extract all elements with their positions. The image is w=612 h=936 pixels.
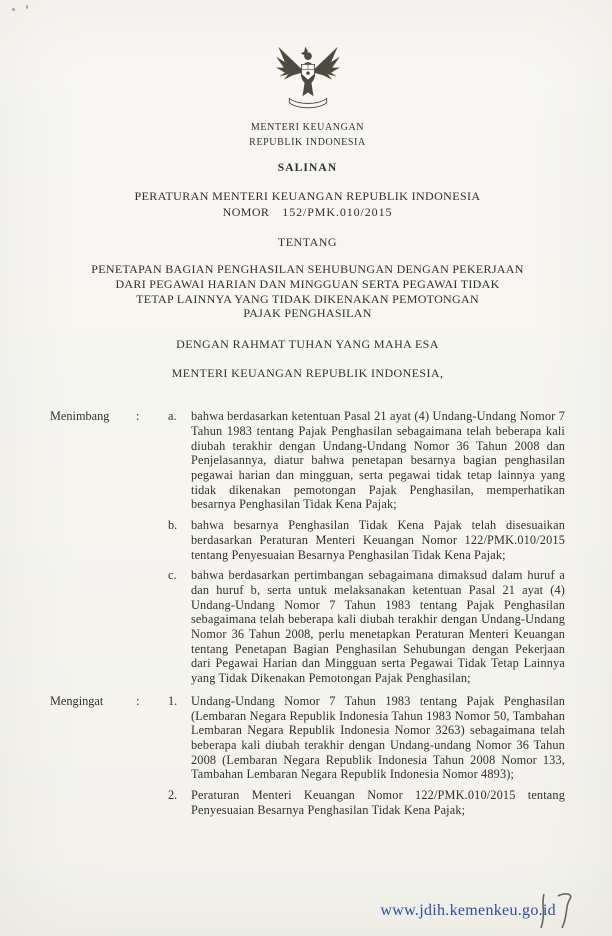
document-footer: [380, 902, 556, 920]
legal-basis-items: [168, 694, 565, 818]
item-marker: a.: [168, 409, 177, 424]
item-marker: c.: [168, 568, 177, 583]
regulation-title: PERATURAN MENTERI KEUANGAN REPUBLIK INDONESIA: [134, 189, 481, 203]
legal-basis-colon: :: [136, 693, 140, 708]
subject-line: PAJAK PENGHASILAN: [243, 306, 372, 321]
scan-artifact: [12, 8, 15, 11]
number-label: NOMOR: [222, 204, 270, 219]
regulation-number: [50, 205, 565, 221]
country-name: REPUBLIK INDONESIA: [249, 137, 366, 148]
item-text: bahwa berdasarkan pertimbangan sebagaimana dimaksud dalam huruf a dan huruf b, serta untuk melaksanakan ketentuan Pasal 21 ayat (4) Undang-Undang Nomor 7 Tahun 1983 tentang Pajak Penghasilan sebagaimana telah beberapa kali diubah terakhir dengan Undang-Undang Nomor 36 Tahun 2008, perlu menetapkan Peraturan Menteri Keuangan tentang Penetapan Bagian Penghasilan Sehubungan dengan Pekerjaan dari Pegawai Harian dan Mingguan serta Pegawai Tidak Tetap Lainnya yang Tidak Dikenakan Pemotongan Pajak Penghasilan;: [191, 568, 565, 686]
item-marker: b.: [168, 518, 178, 533]
considering-item-b: [168, 518, 565, 562]
garuda-pancasila-emblem-icon: [50, 40, 565, 119]
scan-artifact: [26, 5, 28, 9]
regulation-title-block: [50, 189, 565, 220]
authority-line: MENTERI KEUANGAN REPUBLIK INDONESIA,: [171, 366, 444, 381]
about-label: TENTANG: [277, 235, 338, 249]
legal-basis-label: Mengingat: [50, 693, 104, 708]
considering-item-a: [168, 409, 565, 512]
legal-basis-item-1: [168, 694, 565, 782]
ministry-name: MENTERI KEUANGAN: [250, 122, 365, 133]
legal-basis-item-2: [168, 788, 565, 817]
item-marker: 1.: [168, 693, 178, 708]
item-text: bahwa besarnya Penghasilan Tidak Kena Pajak telah disesuaikan berdasarkan Peraturan Menteri Keuangan Nomor 122/PMK.010/2015 tentang Penyesuaian Besarnya Penghasilan Tidak Kena Pajak;: [191, 518, 565, 562]
considering-section: [50, 409, 565, 686]
invocation-line: DENGAN RAHMAT TUHAN YANG MAHA ESA: [176, 337, 439, 352]
item-text: Undang-Undang Nomor 7 Tahun 1983 tentang Pajak Penghasilan (Lembaran Negara Republik Indonesia Tahun 1983 Nomor 50, Tambahan Lembaran Negara Republik Indonesia Nomor 3263) sebagaimana telah beberapa kali diubah terakhir dengan Undang-undang Nomor 36 Tahun 2008 (Lembaran Negara Republik Indonesia Tahun 2008 Nomor 133, Tambahan Lembaran Negara Republik Indonesia Nomor 4893);: [191, 693, 565, 782]
considering-label: Menimbang: [50, 409, 110, 424]
considering-items: [168, 409, 565, 686]
considering-colon: :: [136, 409, 140, 424]
number-value: 152/PMK.010/2015: [282, 204, 393, 219]
item-text: bahwa berdasarkan ketentuan Pasal 21 ayat (4) Undang-Undang Nomor 7 Tahun 1983 tentang Pajak Penghasilan sebagaimana telah beberapa kali diubah terakhir dengan Undang-Undang Nomor 36 Tahun 2008 dan Penjelasannya, diatur bahwa penetapan besarnya bagian penghasilan pegawai harian dan mingguan, serta pegawai tidak tetap lainnya yang tidak dikenakan pemotongan Pajak Penghasilan, memperhatikan besarnya Penghasilan Tidak Kena Pajak;: [191, 409, 565, 512]
document-header: [50, 40, 565, 381]
considering-item-c: [168, 568, 565, 686]
subject-line: DARI PEGAWAI HARIAN DAN MINGGUAN SERTA PEGAWAI TIDAK: [115, 276, 500, 291]
legal-basis-section: [50, 694, 565, 818]
regulation-subject: [50, 262, 565, 321]
subject-line: PENETAPAN BAGIAN PENGHASILAN SEHUBUNGAN DENGAN PEKERJAAN: [91, 262, 524, 276]
subject-line: TETAP LAINNYA YANG TIDAK DIKENAKAN PEMOTONGAN: [136, 291, 479, 306]
item-marker: 2.: [168, 788, 178, 803]
item-text: Peraturan Menteri Keuangan Nomor 122/PMK.010/2015 tentang Penyesuaian Besarnya Penghasilan Tidak Kena Pajak;: [191, 788, 565, 817]
copy-stamp: SALINAN: [277, 162, 338, 174]
jdih-url: www.jdih.kemenkeu.go.id: [380, 902, 556, 919]
